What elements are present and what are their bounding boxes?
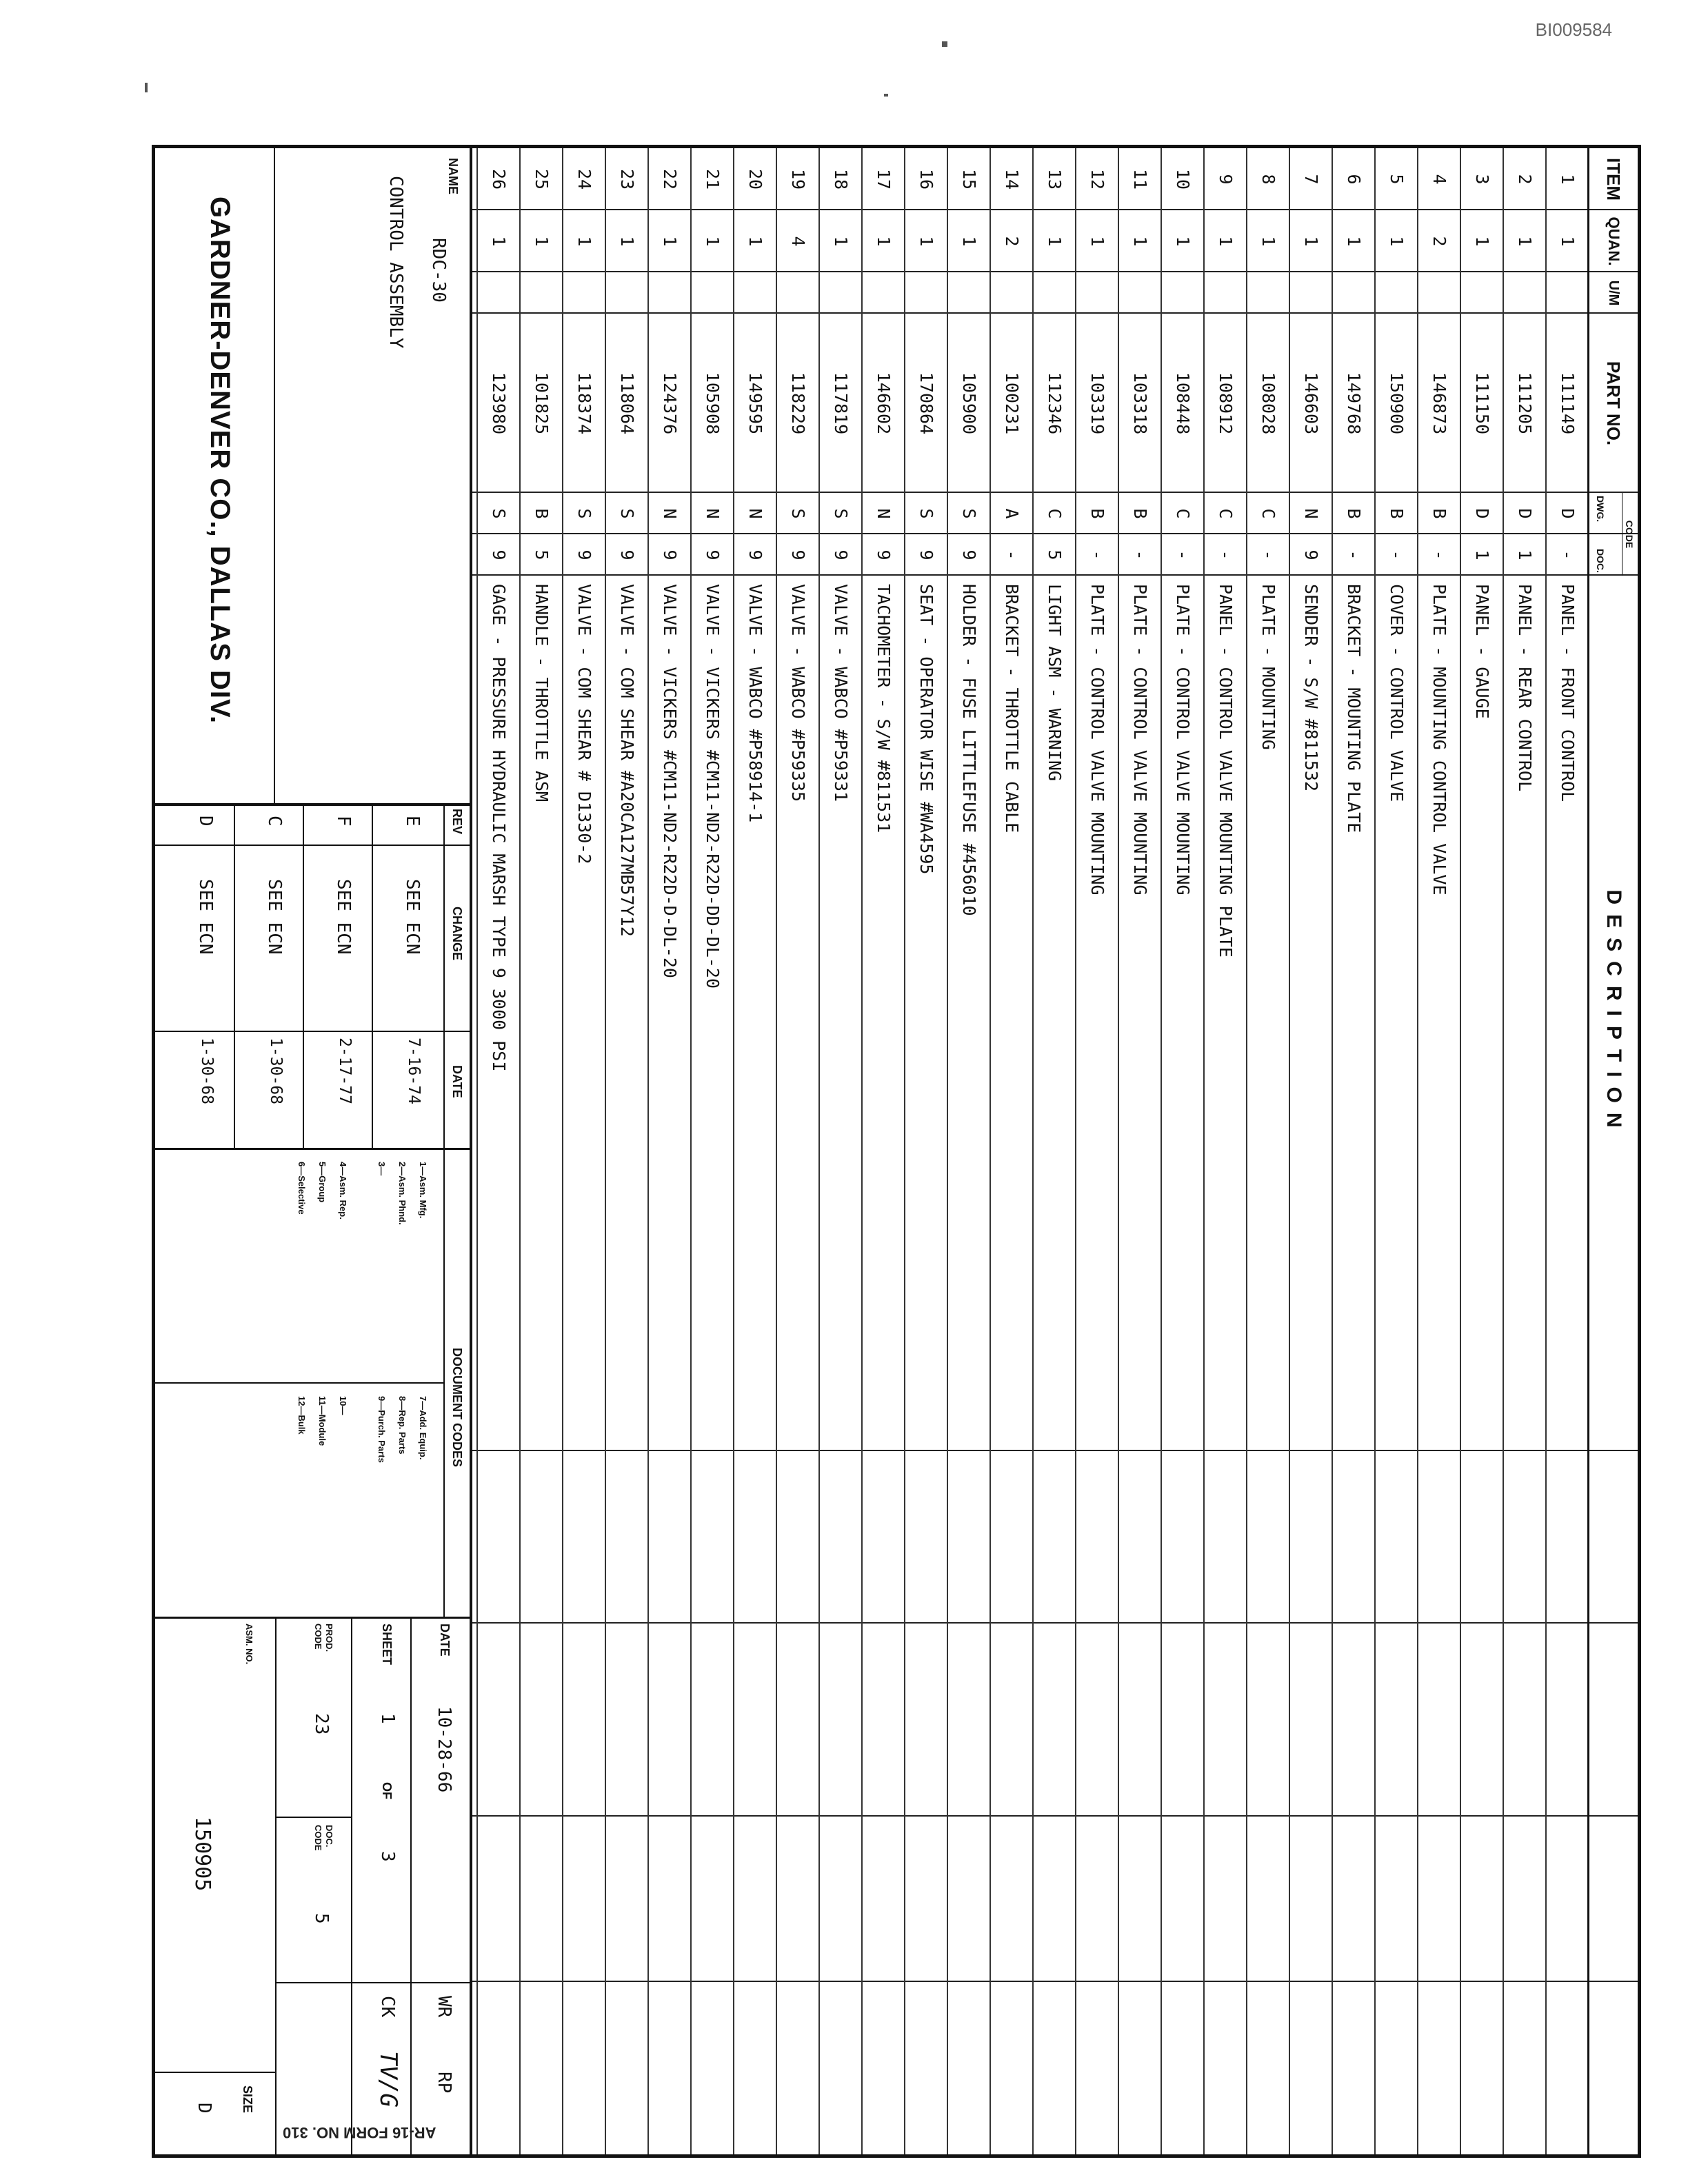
scan-speck — [942, 41, 947, 47]
doc-code: - — [1130, 549, 1151, 560]
tb-divider — [155, 803, 470, 806]
header-code-label: CODE — [1622, 493, 1635, 576]
table-row — [861, 148, 905, 2154]
tb-divider — [410, 1617, 412, 2154]
dwg-code: B — [1087, 508, 1108, 519]
part-number: 111149 — [1558, 372, 1578, 435]
quantity: 1 — [1216, 236, 1236, 247]
table-row — [1503, 148, 1547, 2154]
tb-divider — [234, 803, 235, 1148]
rev-label: REV — [450, 809, 464, 835]
part-number: 105908 — [703, 372, 723, 435]
quantity: 4 — [788, 236, 809, 247]
description: PANEL - GAUGE — [1472, 584, 1493, 719]
revision-date: 7-16-74 — [405, 1038, 423, 1104]
title-block — [152, 148, 472, 2154]
quantity: 1 — [874, 236, 894, 247]
table-row — [904, 148, 948, 2154]
document-id-stamp: BI009584 — [1535, 19, 1612, 40]
quantity: 1 — [1045, 236, 1065, 247]
description: BRACKET - THROTTLE CABLE — [1002, 584, 1023, 833]
tb-divider — [155, 2072, 277, 2073]
item-number: 15 — [959, 168, 980, 190]
table-row — [818, 148, 863, 2154]
quantity: 1 — [1087, 236, 1108, 247]
dwg-code: B — [1429, 508, 1450, 519]
dwg-code: B — [1387, 508, 1407, 519]
form-number-value: 310 — [283, 2124, 308, 2141]
item-number: 17 — [874, 168, 894, 190]
item-number: 21 — [703, 168, 723, 190]
item-number: 13 — [1045, 168, 1065, 190]
quantity: 2 — [1429, 236, 1450, 247]
doc-code: 9 — [617, 549, 638, 560]
item-number: 25 — [532, 168, 552, 190]
header-description: DESCRIPTION — [1602, 889, 1625, 1138]
quantity: 1 — [1301, 236, 1322, 247]
quantity: 1 — [574, 236, 595, 247]
description: HANDLE - THROTTLE ASM — [532, 584, 552, 802]
part-number: 146873 — [1429, 372, 1450, 435]
quantity: 1 — [831, 236, 852, 247]
item-number: 8 — [1258, 174, 1279, 185]
doc-code-label: DOC. CODE — [313, 1825, 334, 1851]
dwg-code: N — [1301, 508, 1322, 519]
item-number: 6 — [1344, 174, 1365, 185]
doc-code-entry: 5—Group — [317, 1162, 328, 1203]
item-number: 1 — [1558, 174, 1578, 185]
parts-list-form — [152, 145, 1641, 2158]
tb-divider — [277, 1982, 470, 1983]
quantity: 1 — [1472, 236, 1493, 247]
item-number: 24 — [574, 168, 595, 190]
doc-code-entry: 3— — [376, 1162, 387, 1176]
of-label: OF — [380, 1782, 394, 1799]
part-number: 118229 — [788, 372, 809, 435]
table-row — [690, 148, 734, 2154]
revision-change: SEE ECN — [402, 879, 423, 955]
dwg-code: S — [788, 508, 809, 519]
dwg-code: N — [874, 508, 894, 519]
part-number: 100231 — [1002, 372, 1023, 435]
sheet-label: SHEET — [380, 1624, 394, 1666]
form-number — [283, 2123, 436, 2141]
dwg-code: N — [703, 508, 723, 519]
doc-code: - — [1429, 549, 1450, 560]
table-row — [1460, 148, 1504, 2154]
quantity: 1 — [959, 236, 980, 247]
description: VALVE - WABCO #P59331 — [831, 584, 852, 802]
table-row — [1289, 148, 1333, 2154]
item-number: 11 — [1130, 168, 1151, 190]
quantity: 1 — [489, 236, 510, 247]
description: VALVE - WABCO #P59335 — [788, 584, 809, 802]
quantity: 1 — [532, 236, 552, 247]
description: VALVE - VICKERS #CM11-ND2-R22D-D-DL-20 — [660, 584, 681, 978]
dwg-code: B — [1344, 508, 1365, 519]
item-number: 18 — [831, 168, 852, 190]
dwg-code: N — [745, 508, 766, 519]
doc-code-value: 5 — [311, 1913, 332, 1924]
doc-code: 9 — [916, 549, 937, 560]
doc-code: 9 — [959, 549, 980, 560]
revision-letter: E — [402, 816, 423, 827]
doc-code: 9 — [489, 549, 510, 560]
doc-code: 9 — [660, 549, 681, 560]
doc-code: - — [1344, 549, 1365, 560]
quantity: 1 — [660, 236, 681, 247]
dwg-code: C — [1216, 508, 1236, 519]
description: LIGHT ASM - WARNING — [1045, 584, 1065, 781]
size-value: D — [194, 2103, 214, 2114]
part-number: 108912 — [1216, 372, 1236, 435]
revision-date: 1-30-68 — [198, 1038, 216, 1104]
item-number: 9 — [1216, 174, 1236, 185]
revision-letter: C — [264, 816, 285, 827]
sheet-value: 1 — [377, 1713, 398, 1724]
tb-divider — [155, 1148, 470, 1150]
revision-letter: F — [333, 816, 354, 827]
description: VALVE - COM SHEAR #A20CA127MB57Y12 — [617, 584, 638, 937]
dwg-code: B — [532, 508, 552, 519]
description: VALVE - COM SHEAR # D1330-2 — [574, 584, 595, 865]
item-number: 4 — [1429, 174, 1450, 185]
change-label: CHANGE — [450, 907, 464, 961]
doc-codes-col2 — [286, 1396, 428, 1463]
ck-label: CK — [377, 1996, 398, 2018]
table-row — [605, 148, 649, 2154]
revision-date: 2-17-77 — [336, 1038, 354, 1104]
tb-divider — [277, 1817, 352, 1818]
table-row — [1374, 148, 1418, 2154]
item-number: 3 — [1472, 174, 1493, 185]
tb-divider — [155, 1031, 470, 1032]
doc-code: 9 — [574, 549, 595, 560]
table-row — [733, 148, 777, 2154]
description: PLATE - CONTROL VALVE MOUNTING — [1173, 584, 1194, 896]
tb-divider — [274, 148, 275, 803]
table-row — [647, 148, 692, 2154]
dwg-code: S — [831, 508, 852, 519]
revision-date: 1-30-68 — [267, 1038, 285, 1104]
table-row — [1075, 148, 1119, 2154]
table-row — [947, 148, 991, 2154]
doc-code: - — [1216, 549, 1236, 560]
item-number: 22 — [660, 168, 681, 190]
quantity: 1 — [1558, 236, 1578, 247]
revision-change: SEE ECN — [333, 879, 354, 955]
name-label: NAME — [446, 158, 460, 194]
item-number: 12 — [1087, 168, 1108, 190]
header-code-dwg: DWG. — [1595, 496, 1606, 523]
quantity: 1 — [1387, 236, 1407, 247]
table-row — [776, 148, 820, 2154]
doc-codes-col1 — [286, 1162, 428, 1225]
name-value: RDC-30 — [428, 238, 449, 303]
doc-code: - — [1173, 549, 1194, 560]
part-number: 146603 — [1301, 372, 1322, 435]
part-number: 108028 — [1258, 372, 1279, 435]
table-row — [1160, 148, 1205, 2154]
prod-code-value: 23 — [311, 1713, 332, 1735]
item-number: 5 — [1387, 174, 1407, 185]
prod-code-label: PROD. CODE — [313, 1624, 334, 1652]
assembly-title: CONTROL ASSEMBLY — [385, 176, 406, 349]
part-number: 117819 — [831, 372, 852, 435]
asm-no-label: ASM. NO. — [244, 1624, 254, 1665]
dwg-code: N — [660, 508, 681, 519]
doc-code: - — [1002, 549, 1023, 560]
quantity: 1 — [703, 236, 723, 247]
description: PANEL - CONTROL VALVE MOUNTING PLATE — [1216, 584, 1236, 958]
wr-label: WR — [434, 1996, 454, 2018]
quantity: 1 — [1258, 236, 1279, 247]
part-number: 111205 — [1515, 372, 1536, 435]
header-code-doc: DOC. — [1595, 549, 1606, 573]
doc-code-entry: 9—Purch. Parts — [376, 1396, 387, 1463]
of-value: 3 — [377, 1851, 398, 1862]
date-value: 10-28-66 — [434, 1706, 454, 1793]
dwg-code: S — [574, 508, 595, 519]
ck-value: TV/G — [374, 2051, 402, 2107]
dwg-code: S — [916, 508, 937, 519]
doc-code: 9 — [703, 549, 723, 560]
description: HOLDER - FUSE LITTLEFUSE #456010 — [959, 584, 980, 916]
doc-code-entry: 8—Rep. Parts — [397, 1396, 408, 1455]
table-row — [1332, 148, 1376, 2154]
item-number: 23 — [617, 168, 638, 190]
part-number: 108448 — [1173, 372, 1194, 435]
quantity: 1 — [745, 236, 766, 247]
doc-code: - — [1558, 549, 1578, 560]
doc-code-entry: 2—Asm. Phnd. — [397, 1162, 408, 1225]
description: VALVE - WABCO #P58914-1 — [745, 584, 766, 823]
quantity: 1 — [1130, 236, 1151, 247]
size-label: SIZE — [241, 2085, 254, 2114]
revision-letter: D — [195, 816, 216, 827]
header-um: U/M — [1606, 280, 1622, 306]
item-number: 2 — [1515, 174, 1536, 185]
header-part-no: PART NO. — [1603, 361, 1625, 446]
doc-code: 9 — [874, 549, 894, 560]
description: PLATE - MOUNTING — [1258, 584, 1279, 750]
part-number: 112346 — [1045, 372, 1065, 435]
table-row — [1246, 148, 1290, 2154]
form-frame — [152, 145, 1641, 2158]
dwg-code: S — [959, 508, 980, 519]
quantity: 1 — [617, 236, 638, 247]
tb-divider — [351, 1617, 352, 2154]
description: VALVE - VICKERS #CM11-ND2-R22D-DD-DL-20 — [703, 584, 723, 989]
description: PLATE - CONTROL VALVE MOUNTING — [1087, 584, 1108, 896]
table-row — [1118, 148, 1162, 2154]
part-number: 101825 — [532, 372, 552, 435]
doc-code: 9 — [1301, 549, 1322, 560]
part-number: 105900 — [959, 372, 980, 435]
doc-code: 5 — [1045, 549, 1065, 560]
part-number: 146602 — [874, 372, 894, 435]
doc-code: - — [1387, 549, 1407, 560]
quantity: 1 — [1515, 236, 1536, 247]
doc-code: 1 — [1515, 549, 1536, 560]
part-number: 170864 — [916, 372, 937, 435]
part-number: 149595 — [745, 372, 766, 435]
revision-change: SEE ECN — [264, 879, 285, 955]
tb-divider — [275, 1617, 277, 2154]
table-row — [1203, 148, 1247, 2154]
part-number: 103319 — [1087, 372, 1108, 435]
part-number: 123980 — [489, 372, 510, 435]
table-row — [519, 148, 563, 2154]
header-item: ITEM — [1603, 157, 1625, 201]
part-number: 150900 — [1387, 372, 1407, 435]
description: PLATE - MOUNTING CONTROL VALVE — [1429, 584, 1450, 896]
description: COVER - CONTROL VALVE — [1387, 584, 1407, 802]
description: PLATE - CONTROL VALVE MOUNTING — [1130, 584, 1151, 896]
doc-code: - — [1087, 549, 1108, 560]
wr-value: RP — [434, 2072, 454, 2094]
doc-code: 1 — [1472, 549, 1493, 560]
description: BRACKET - MOUNTING PLATE — [1344, 584, 1365, 833]
dwg-code: C — [1045, 508, 1065, 519]
dwg-code: A — [1002, 508, 1023, 519]
tb-divider — [155, 1382, 445, 1384]
dwg-code: D — [1472, 508, 1493, 519]
dwg-code: B — [1130, 508, 1151, 519]
description: TACHOMETER - S/W #811531 — [874, 584, 894, 833]
dwg-code: S — [617, 508, 638, 519]
description: SEAT - OPERATOR WISE #WA4595 — [916, 584, 937, 875]
doc-code-entry: 11—Module — [317, 1396, 328, 1446]
part-number: 118064 — [617, 372, 638, 435]
date-label: DATE — [438, 1624, 452, 1657]
tb-divider — [372, 803, 373, 1148]
item-number: 7 — [1301, 174, 1322, 185]
description: SENDER - S/W #811532 — [1301, 584, 1322, 792]
asm-no-value: 150905 — [190, 1817, 214, 1892]
doc-code-entry: 7—Add. Equip. — [418, 1396, 428, 1460]
item-number: 26 — [489, 168, 510, 190]
dwg-code: D — [1558, 508, 1578, 519]
doc-code: 9 — [831, 549, 852, 560]
doc-code: - — [1258, 549, 1279, 560]
dwg-code: C — [1173, 508, 1194, 519]
doc-code: 5 — [532, 549, 552, 560]
item-number: 10 — [1173, 168, 1194, 190]
quantity: 1 — [1173, 236, 1194, 247]
company-name: GARDNER-DENVER CO., DALLAS DIV. — [205, 196, 235, 725]
part-number: 118374 — [574, 372, 595, 435]
table-row — [1417, 148, 1461, 2154]
quantity: 2 — [1002, 236, 1023, 247]
table-row — [562, 148, 606, 2154]
table-row — [476, 148, 521, 2154]
revision-change: SEE ECN — [195, 879, 216, 955]
header-row — [1587, 148, 1638, 2154]
part-number: 103318 — [1130, 372, 1151, 435]
doc-code-entry: 6—Selective — [297, 1162, 307, 1215]
item-number: 19 — [788, 168, 809, 190]
tb-divider — [303, 803, 304, 1148]
rev-date-label: DATE — [450, 1065, 464, 1098]
doc-code-entry: 12—Bulk — [297, 1396, 307, 1435]
quantity: 1 — [1344, 236, 1365, 247]
doc-code: 9 — [788, 549, 809, 560]
dwg-code: S — [489, 508, 510, 519]
doc-code-entry: 1—Asm. Mfg. — [418, 1162, 428, 1219]
tb-divider — [155, 1617, 470, 1619]
table-row — [1545, 148, 1589, 2154]
scan-speck — [145, 83, 148, 92]
tb-divider — [155, 845, 470, 846]
scan-speck — [884, 94, 888, 97]
doc-codes-label: DOCUMENT CODES — [450, 1348, 464, 1468]
part-number: 111150 — [1472, 372, 1493, 435]
doc-code-entry: 10— — [338, 1396, 348, 1415]
item-number: 14 — [1002, 168, 1023, 190]
description: GAGE - PRESSURE HYDRAULIC MARSH TYPE 9 3000 PSI — [489, 584, 510, 1072]
quantity: 1 — [916, 236, 937, 247]
dwg-code: D — [1515, 508, 1536, 519]
table-row — [989, 148, 1034, 2154]
dwg-code: C — [1258, 508, 1279, 519]
doc-code-entry: 4—Asm. Rep. — [338, 1162, 348, 1220]
part-number: 149768 — [1344, 372, 1365, 435]
table-row — [1032, 148, 1076, 2154]
item-number: 20 — [745, 168, 766, 190]
doc-code: 9 — [745, 549, 766, 560]
tb-divider — [443, 803, 445, 1148]
header-code — [1589, 493, 1638, 576]
part-number: 124376 — [660, 372, 681, 435]
header-quan: QUAN. — [1605, 216, 1622, 266]
form-number-label: AR-16 FORM NO. — [312, 2124, 436, 2141]
description: PANEL - REAR CONTROL — [1515, 584, 1536, 792]
description: PANEL - FRONT CONTROL — [1558, 584, 1578, 802]
item-number: 16 — [916, 168, 937, 190]
